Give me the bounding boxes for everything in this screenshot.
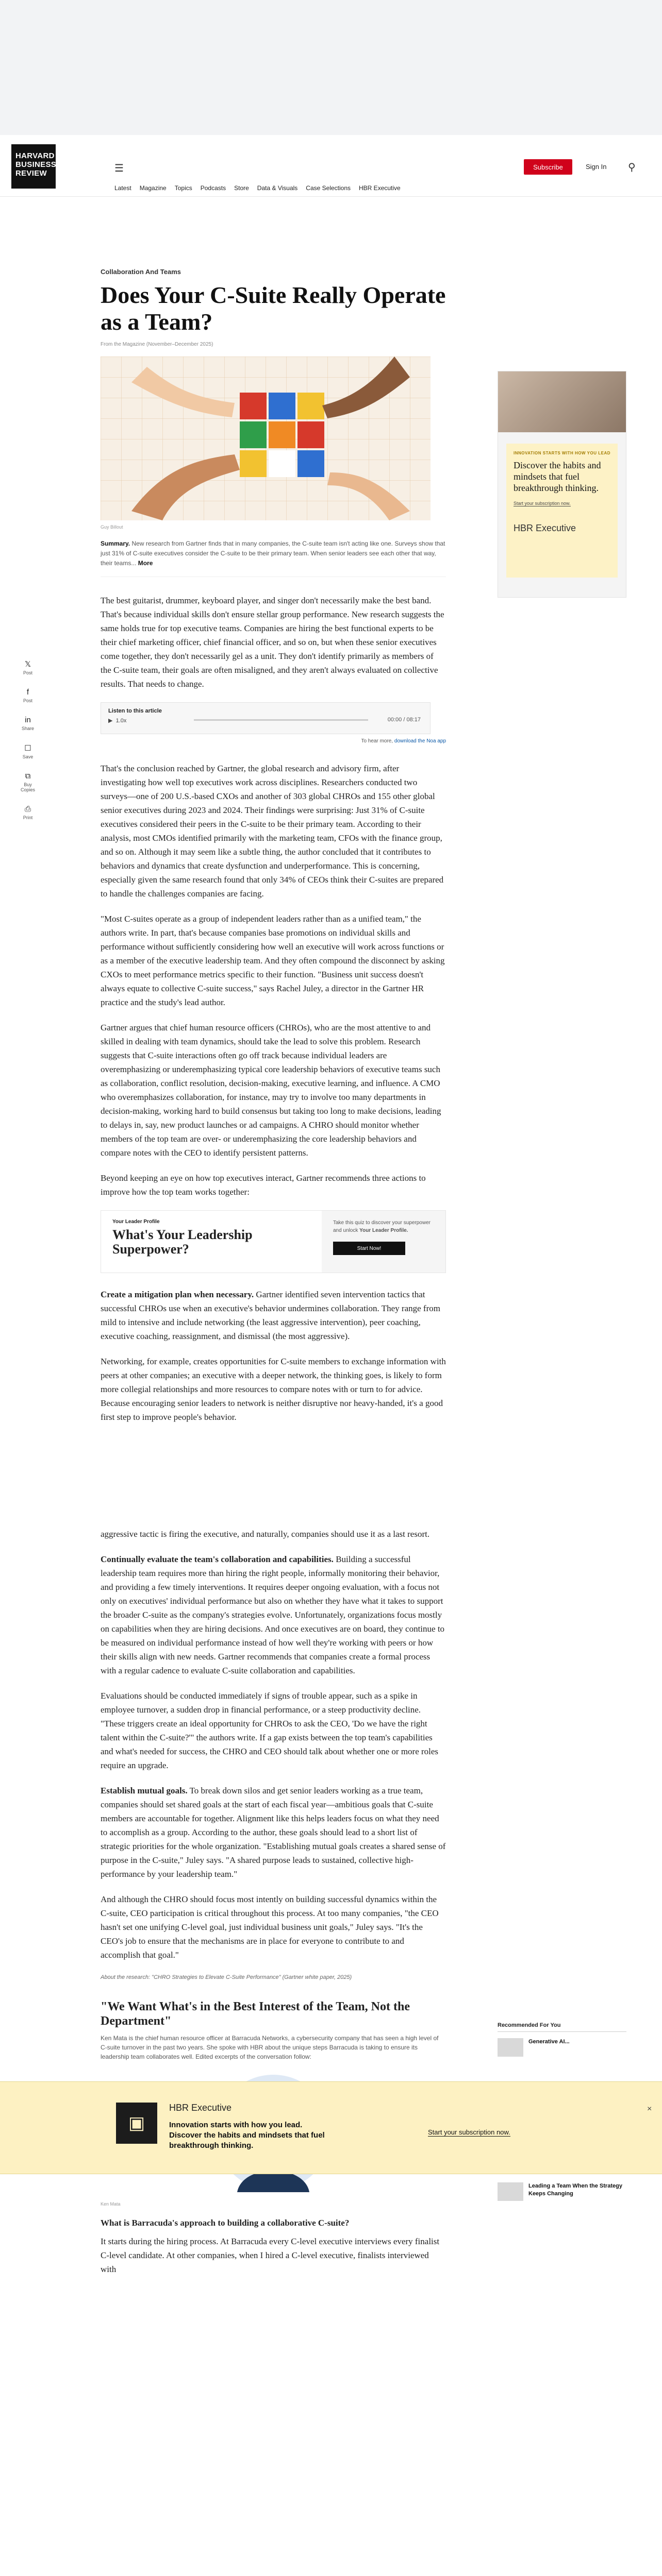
- share-facebook[interactable]: f Post: [23, 688, 32, 703]
- ad-cta-link[interactable]: Start your subscription now.: [514, 501, 571, 506]
- hbr-executive-banner: [0, 2081, 662, 2174]
- mitigation-lead: Create a mitigation plan when necessary.: [101, 1290, 254, 1299]
- close-icon[interactable]: ×: [647, 2105, 652, 2113]
- paragraph-evaluate: [101, 1552, 446, 1677]
- paragraph-chro: Gartner argues that chief human resource officers (CHROs), who are the most attentive to and skilled in dealing with team dynamics, should take the lead to solve this problem. Research suggests that C-suite interactions often go off track because individual leaders are overemphasizing or underemphasizing typical core leadership behaviors of executive teams such as collaboration, conflict resolution, decision-making, executive learning, and influence. A CMO who overemphasizes collaboration, for instance, may try to involve too many departments in decision-making, working hard to build consensus but taking too long to make decisions, leading to delays in, say, new product launches or ad campaigns. A CHRO should monitor whether members of the top team are over- or underemphasizing the core leadership behaviors and compare notes with the CEO to identify persistent patterns.: [101, 1023, 441, 1158]
- noa-note-text: To hear more,: [361, 738, 393, 744]
- topic-kicker[interactable]: Collaboration And Teams: [101, 268, 181, 276]
- hero-illustration: [101, 357, 431, 520]
- buy-copies-button[interactable]: ⧉ Buy Copies: [18, 772, 38, 792]
- mitigation-text: Gartner identified seven intervention tactics that successful CHROs use when an executive's behavior undermines collaboration. They range from mild to intensive and include networking (the least aggressive intervention), peer coaching, executive coaching, reassignment, and dismissal (the most aggressive).: [101, 1290, 440, 1341]
- x-icon: 𝕏: [24, 660, 31, 669]
- promo-text: Take this quiz to discover your superpower and unlock: [333, 1220, 431, 1233]
- search-icon[interactable]: ⚲: [628, 162, 636, 173]
- paragraph-ceo: And although the CHRO should focus most intently on building successful dynamics within the C-suite, CEO participation is critical throughout this process. At too many companies, "the CEO hasn't set one unifying C-level goal, just individual business unit goals," Juley says. "It's the CEO's job to ensure that the mechanisms are in place for everyone to contribute to and accomplish that goal.": [101, 1894, 439, 1960]
- goals-lead: Establish mutual goals.: [101, 1786, 188, 1795]
- qa-question: What is Barracuda's approach to building a collaborative C-suite?: [101, 2218, 350, 2228]
- save-button[interactable]: ☐ Save: [22, 744, 34, 759]
- article-title: Does Your C-Suite Really Operate as a Team?: [101, 282, 446, 335]
- issue-byline: From the Magazine (November–December 2025): [101, 342, 213, 347]
- summary-label: Summary.: [101, 540, 130, 547]
- rec-thumbnail: [498, 2038, 523, 2057]
- ad-eyebrow: INNOVATION STARTS WITH HOW YOU LEAD: [514, 451, 611, 455]
- nav-case-selections[interactable]: Case Selections: [306, 184, 351, 192]
- goals-text: To break down silos and get senior leaders working as a true team, companies should set shared goals at the start of each fiscal year—ambitious goals that C-suite members are accountable for together. Alignment like this helps leaders focus on what they need to accomplish as a group. According to the author, these goals should lead to a short list of strategic priorities for the whole organization. "Establishing mutual goals creates a shared sense of purpose in the C-suite," Juley says. "A shared purpose leads to sustained, collective high-performance by your leadership team.": [101, 1786, 446, 1879]
- leader-profile-promo: [101, 1210, 446, 1273]
- paragraph-goals: [101, 1784, 446, 1881]
- paragraph-gartner: That's the conclusion reached by Gartner, the global research and advisory firm, after investigating how well top executives work across disciplines. Researchers conducted two surveys—one of 200 U.S.-based CXOs and another of 303 global CHROs and 155 other global senior executives during 2023 and 2024. Their findings were surprising: Just 31% of C-suite executives considered their peers in the C-suite to be their primary team. According to their analysis, most CMOs identified primarily with the marketing team, CFOs with the finance group, and so on. Although it may seem like a subtle thing, the author concluded that it contributes to behaviors and dynamics that create dysfunction and underperformance. This is concerning, especially given the same research found that only 34% of CEOs think their C-suites are prepared to handle the challenges companies are facing.: [101, 764, 444, 899]
- hbr-logo[interactable]: HARVARD BUSINESS REVIEW: [11, 144, 56, 189]
- paragraph-triggers: Evaluations should be conducted immediately if signs of trouble appear, such as a spike in employee turnover, a sudden drop in financial performance, or a steep productivity decline. "These triggers create an ideal opportunity for CHROs to ask the CEO, 'Do we have the right talent within the C-suite?'" the authors write. If a gap exists between the top team's capabilities and what's needed for success, the CHRO and CEO should talk about whether one or more roles require an upgrade.: [101, 1691, 439, 1770]
- banner-text: Innovation starts with how you lead. Discover the habits and mindsets that fuel breakthrough thinking.: [169, 2121, 325, 2150]
- rec-title: Leading a Team When the Strategy Keeps Changing: [528, 2183, 622, 2197]
- noa-app-link[interactable]: download the Noa app: [394, 738, 446, 744]
- sidebar-ad[interactable]: [498, 371, 626, 598]
- promo-bold: Your Leader Profile.: [359, 1228, 408, 1233]
- qa-title: "We Want What's in the Best Interest of the Team, Not the Department": [101, 2000, 410, 2028]
- nav-store[interactable]: Store: [234, 184, 249, 192]
- portrait-credit: Ken Mata: [101, 2201, 121, 2207]
- banner-subscribe-link[interactable]: Start your subscription now.: [428, 2128, 510, 2136]
- article: [101, 268, 446, 2287]
- paragraph-actions: Beyond keeping an eye on how top executives interact, Gartner recommends three actions to improve how the top team works together:: [101, 1173, 426, 1197]
- list-item[interactable]: [498, 2182, 626, 2201]
- print-icon: ⎙: [24, 805, 31, 814]
- copy-icon: ⧉: [25, 772, 31, 781]
- evaluate-lead: Continually evaluate the team's collaboration and capabilities.: [101, 1554, 334, 1564]
- rubiks-cube-illustration: [101, 357, 431, 520]
- facebook-icon: f: [26, 688, 29, 697]
- article-summary: [101, 539, 446, 577]
- nav-topics[interactable]: Topics: [174, 184, 192, 192]
- noa-app-note: [101, 738, 446, 744]
- linkedin-icon: in: [25, 716, 31, 724]
- audio-time: 00:00 / 08:17: [387, 717, 421, 723]
- rec-thumbnail: [498, 2182, 523, 2201]
- ad-brand: HBR Executive: [514, 523, 576, 533]
- nav-data-visuals[interactable]: Data & Visuals: [257, 184, 298, 192]
- share-x[interactable]: 𝕏 Post: [23, 660, 32, 675]
- top-ad-band: [0, 0, 662, 135]
- list-item[interactable]: [498, 2038, 626, 2057]
- ad-photo: [498, 371, 626, 432]
- promo-headline: What's Your Leadership Superpower?: [112, 1227, 253, 1257]
- play-icon[interactable]: ▶: [108, 718, 113, 724]
- share-rail: [18, 659, 38, 820]
- site-header: [0, 135, 662, 197]
- image-credit: Guy Billout: [101, 524, 123, 530]
- nav-hbr-executive[interactable]: HBR Executive: [359, 184, 401, 192]
- paragraph-last-resort: aggressive tactic is firing the executive, and naturally, companies should use it as a last resort.: [101, 1529, 430, 1539]
- audio-label: Listen to this article: [108, 708, 162, 714]
- nav-podcasts[interactable]: Podcasts: [200, 184, 226, 192]
- start-now-button[interactable]: Start Now!: [333, 1242, 405, 1255]
- paragraph-independent: "Most C-suites operate as a group of independent leaders rather than as a unified team," the authors write. In part, that's because companies base promotions on individual skills and performance without sufficiently considering how well an executive will work across functions or as a member of the executive leadership team. And they often compound the disconnect by asking CXOs to meet performance metrics specific to their function. "Business unit success doesn't always equate to collective C-suite success," says Rachel Juley, a director in the Gartner HR practice and the study's lead author.: [101, 914, 445, 1007]
- promo-tag: Your Leader Profile: [112, 1219, 160, 1225]
- bookmark-icon: ☐: [24, 744, 31, 753]
- share-linkedin[interactable]: in Share: [21, 716, 35, 731]
- summary-text: New research from Gartner finds that in many companies, the C-suite team isn't acting like one. Surveys show that just 31% of C-suite executives consider the C-suite to be their primary team. When senior leaders see each other that way, their teams...: [101, 540, 445, 567]
- about-research: About the research: "CHRO Strategies to Elevate C-Suite Performance" (Gartner white paper, 2025): [101, 1974, 352, 1980]
- qa-answer: It starts during the hiring process. At Barracuda every C-level executive interviews every finalist C-level candidate. At other companies, when I hired a C-level executive, finalists interviewed with: [101, 2236, 440, 2274]
- paragraph-intro: The best guitarist, drummer, keyboard player, and singer don't necessarily make the best band. That's because individual skills don't ensure stellar group performance. New research suggests the same holds true for top executive teams. Companies are hiring the best functional experts to be their chief marketing officer, chief financial officer, and so on, but when these senior executives come together, they don't necessarily gel as a unit. They don't identify primarily as members of the C-suite team, their goals are often misaligned, and they aren't always evaluated on collective results. That needs to change.: [101, 596, 444, 689]
- subscribe-button[interactable]: Subscribe: [524, 159, 572, 175]
- summary-more-link[interactable]: More: [138, 560, 153, 567]
- recommended-title: Recommended For You: [498, 2022, 626, 2032]
- rec-title: Generative AI...: [528, 2039, 570, 2045]
- paragraph-networking: Networking, for example, creates opportunities for C-suite members to exchange information with peers at other companies; an executive with a deeper network, the thinking goes, is likely to form more collegial relationships and more resources to compare notes with or turn to for advice. Because encouraging senior leaders to network is neither disruptive nor heavy-handed, it's a good first step to improve people's behavior.: [101, 1357, 446, 1422]
- hbr-executive-logo: ▣: [116, 2103, 157, 2144]
- speed-selector[interactable]: 1.0x: [115, 718, 127, 724]
- paragraph-mitigation: [101, 1287, 446, 1343]
- audio-player: [101, 702, 431, 734]
- nav-magazine[interactable]: Magazine: [139, 184, 167, 192]
- qa-intro: Ken Mata is the chief human resource officer at Barracuda Networks, a cybersecurity company that has seen a high level of C-suite turnover in the past two years. She spoke with HBR about the unique steps Barracuda is taking to ensure its leadership team collaborates well. Edited excerpts of the conversation follow:: [101, 2035, 439, 2060]
- audio-progress-bar[interactable]: [194, 719, 368, 721]
- sign-in-link[interactable]: Sign In: [586, 163, 607, 171]
- print-button[interactable]: ⎙ Print: [23, 805, 33, 820]
- banner-title: HBR Executive: [169, 2103, 232, 2113]
- top-nav: [114, 184, 401, 192]
- ad-headline: Discover the habits and mindsets that fuel breakthrough thinking.: [514, 460, 601, 493]
- menu-icon[interactable]: ☰: [114, 163, 124, 174]
- nav-latest[interactable]: Latest: [114, 184, 131, 192]
- evaluate-text: Building a successful leadership team requires more than hiring the right people, informally monitoring their behavior, and providing a few timely interventions. It requires deeper ongoing evaluation, with a focus not only on executives' individual performance but also on whether they have what it takes to support the broader C-suite as the company's strategies evolve. Unfortunately, organizations focus mostly on capabilities when they are hiring decisions. And once executives are on board, they continue to be measured on individual performance instead of how well they're working with peers or how their skills align with new needs. Gartner recommends that companies create a formal process with a regular cadence to evaluate C-suite collaboration and capabilities.: [101, 1554, 445, 1675]
